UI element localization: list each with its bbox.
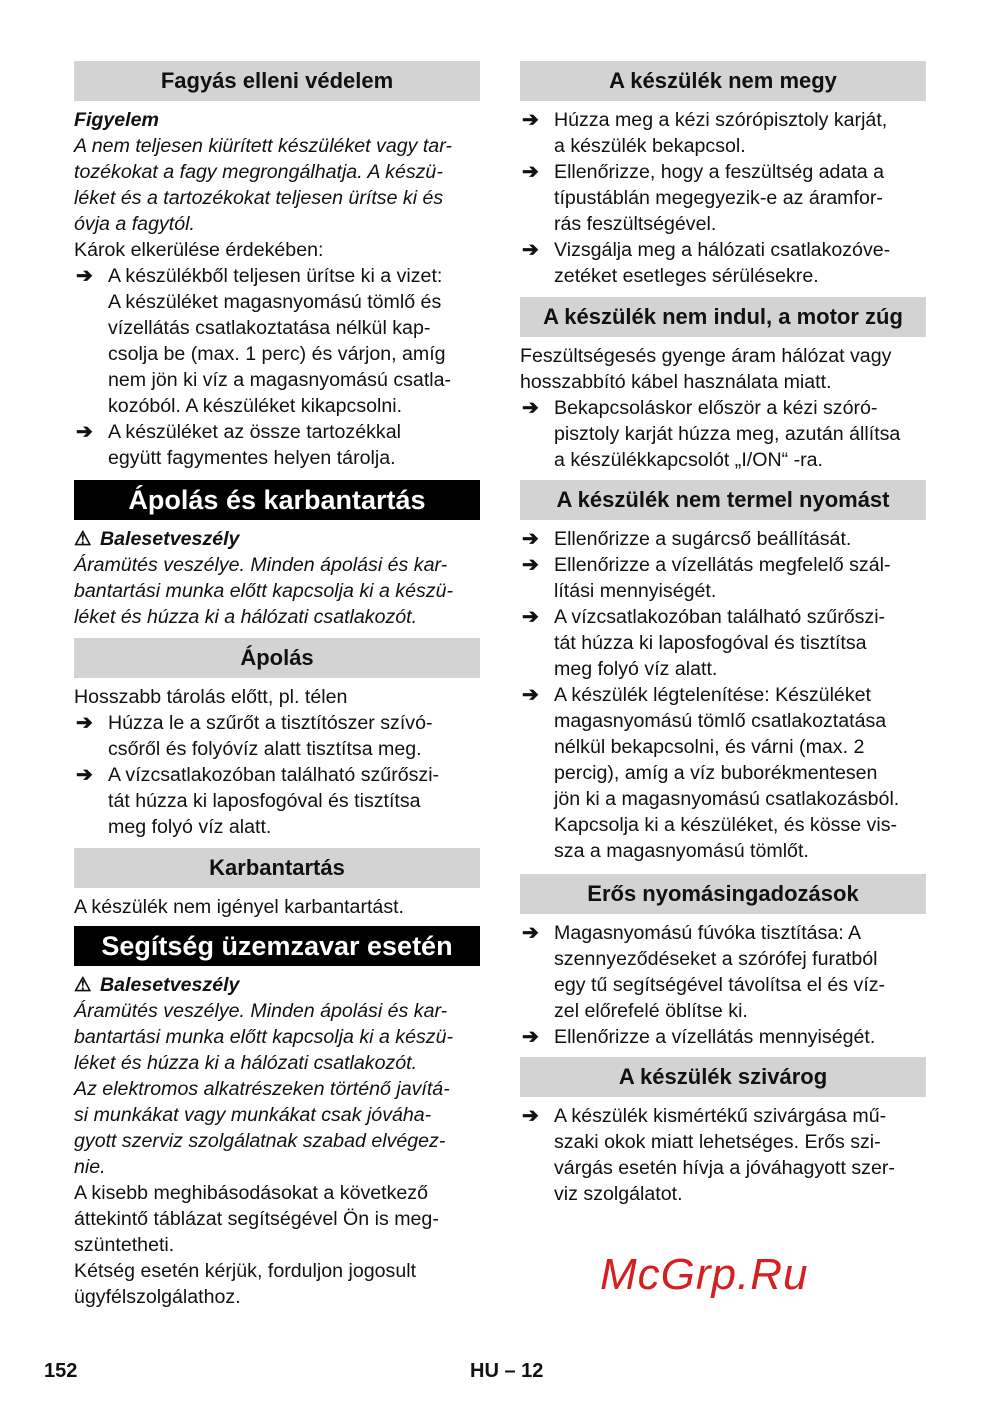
text-line: magasnyomású tömlő csatlakoztatása [554,710,887,732]
text-line: Áramütés veszélye. Minden ápolási és kar- [74,1000,448,1022]
text-line: lítási mennyiségét. [554,580,717,602]
text-line: sza a magasnyomású tömlőt. [554,840,809,862]
paragraph [74,684,480,710]
text-line: Kapcsolja ki a készüléket, és kösse vis- [554,814,898,836]
text-line: A készülék nem igényel karbantartást. [74,896,405,918]
bullet-item [520,552,926,604]
section [520,1057,926,1207]
arrow-icon: ➔ [522,528,539,550]
section-heading: A készülék nem megy [520,61,926,101]
section-heading: A készülék nem indul, a motor zúg [520,297,926,337]
text-line: kozóból. A készüléket kikapcsolni. [108,395,403,417]
text-line: rás feszültségével. [554,213,717,235]
section [520,297,926,473]
section [520,61,926,289]
text-line: A készülék légtelenítése: Készüléket [554,684,871,706]
section [520,480,926,864]
section-heading: Ápolás [74,638,480,678]
bullet-item [520,237,926,289]
text-line: léket és húzza ki a hálózati csatlakozót. [74,606,418,628]
text-line: ügyfélszolgálathoz. [74,1286,241,1308]
paragraph [74,133,480,237]
arrow-icon: ➔ [522,606,539,628]
text-line: együtt fagymentes helyen tárolja. [108,447,396,469]
text-line: A készüléket magasnyomású tömlő és [108,291,442,313]
text-line: A vízcsatlakozóban található szűrőszi- [554,606,886,628]
warning-heading [74,526,480,552]
bullet-item [74,263,480,419]
text-line: szüntetheti. [74,1234,175,1256]
section [74,848,480,920]
text-line: jön ki a magasnyomású csatlakozásból. [554,788,900,810]
arrow-icon: ➔ [76,265,93,287]
text-line: szaki okok miatt lehetséges. Erős szi- [554,1131,881,1153]
paragraph [74,237,480,263]
text-line: a készülék bekapcsol. [554,135,746,157]
text-line: bantartási munka előtt kapcsolja ki a készü- [74,1026,453,1048]
text-line: meg folyó víz alatt. [554,658,718,680]
bullet-item [520,1103,926,1207]
arrow-icon: ➔ [522,1105,539,1127]
section-heading: Erős nyomásingadozások [520,874,926,914]
arrow-icon: ➔ [522,161,539,183]
warning-icon: ⚠ [74,974,92,996]
text-line: zetéket esetleges sérülésekre. [554,265,819,287]
text-line: Feszültségesés gyenge áram hálózat vagy [520,345,892,367]
text-line: Húzza le a szűrőt a tisztítószer szívó- [108,712,433,734]
section-heading: A készülék szivárog [520,1057,926,1097]
text-line: léket és húzza ki a hálózati csatlakozót. [74,1052,418,1074]
arrow-icon: ➔ [522,1026,539,1048]
paragraph [74,552,480,630]
page-number: 152 [44,1360,78,1382]
paragraph [520,343,926,395]
text-line: Bekapcsoláskor először a kézi szóró- [554,397,878,419]
text-line: óvja a fagytól. [74,213,195,235]
arrow-icon: ➔ [76,764,93,786]
text-line: nélkül bekapcsolni, és várni (max. 2 [554,736,865,758]
bullet-item [74,419,480,471]
text-line: tát húzza ki laposfogóval és tisztítsa [108,790,421,812]
arrow-icon: ➔ [522,239,539,261]
warning-label: Balesetveszély [100,974,240,996]
text-line: zel előrefelé öblítse ki. [554,1000,748,1022]
bullet-item [520,682,926,864]
text-line: Hosszabb tárolás előtt, pl. télen [74,686,348,708]
text-line: Vizsgálja meg a hálózati csatlakozóve- [554,239,891,261]
arrow-icon: ➔ [522,684,539,706]
bullet-item [520,1024,926,1050]
bullet-item [520,159,926,237]
text-line: típustáblán megegyezik-e az áramfor- [554,187,883,209]
text-line: gyott szerviz szolgálatnak szabad elvégez- [74,1130,446,1152]
section [520,874,926,1050]
text-line: Károk elkerülése érdekében: [74,239,324,261]
bullet-item [520,107,926,159]
warning-label: Balesetveszély [100,528,240,550]
section-heading: A készülék nem termel nyomást [520,480,926,520]
warning-icon: ⚠ [74,528,92,550]
text-line: si munkákat vagy munkákat csak jóváha- [74,1104,432,1126]
section [74,926,480,1310]
warning-heading [74,972,480,998]
bullet-item [520,604,926,682]
text-line [74,526,480,552]
text-line: nie. [74,1156,106,1178]
bullet-item [520,920,926,1024]
text-line: a készülékkapcsolót „I/ON“ -ra. [554,449,823,471]
arrow-icon: ➔ [76,712,93,734]
arrow-icon: ➔ [76,421,93,443]
text-line: léket és a tartozékokat teljesen ürítse ki és [74,187,444,209]
text-line: Húzza meg a kézi szórópisztoly karját, [554,109,888,131]
bullet-item [520,395,926,473]
paragraph [74,107,480,133]
watermark: McGrp.Ru [600,1250,809,1299]
text-line: A készülék kismértékű szivárgása mű- [554,1105,887,1127]
text-line: A készüléket az össze tartozékkal [108,421,401,443]
text-line: egy tű segítségével távolítsa el és víz- [554,974,886,996]
text-line: csolja be (max. 1 perc) és várjon, amíg [108,343,446,365]
section-page-label: HU – 12 [470,1360,544,1382]
text-line: tozékokat a fagy megrongálhatja. A készü- [74,161,443,183]
text-line: hosszabbító kábel használata miatt. [520,371,832,393]
text-line: csőről és folyóvíz alatt tisztítsa meg. [108,738,422,760]
text-line: Ellenőrizze a vízellátás megfelelő szál- [554,554,891,576]
text-line: pisztoly karját húzza meg, azután állítsa [554,423,901,445]
text-line: bantartási munka előtt kapcsolja ki a készü- [74,580,453,602]
text-line: A vízcsatlakozóban található szűrőszi- [108,764,440,786]
text-line: Ellenőrizze, hogy a feszültség adata a [554,161,885,183]
text-line: Ellenőrizze a sugárcső beállítását. [554,528,852,550]
arrow-icon: ➔ [522,922,539,944]
text-line: tát húzza ki laposfogóval és tisztítsa [554,632,867,654]
text-line: Az elektromos alkatrészeken történő javítá- [74,1078,450,1100]
text-line: Figyelem [74,109,159,131]
paragraph [74,1180,480,1258]
text-line: Ellenőrizze a vízellátás mennyiségét. [554,1026,876,1048]
section [74,480,480,630]
arrow-icon: ➔ [522,397,539,419]
text-line: Kétség esetén kérjük, forduljon jogosult [74,1260,417,1282]
section [74,61,480,471]
text-line: meg folyó víz alatt. [108,816,272,838]
text-line: viz szolgálatot. [554,1183,683,1205]
bullet-item [74,762,480,840]
text-line: szennyeződéseket a szórófej furatból [554,948,878,970]
arrow-icon: ➔ [522,554,539,576]
paragraph [74,998,480,1180]
section-heading: Fagyás elleni védelem [74,61,480,101]
section-heading: Ápolás és karbantartás [74,480,480,520]
text-line: várgás esetén hívja a jóváhagyott szer- [554,1157,895,1179]
text-line: vízellátás csatlakoztatása nélkül kap- [108,317,431,339]
bullet-item [74,710,480,762]
section-heading: Segítség üzemzavar esetén [74,926,480,966]
text-line: A nem teljesen kiürített készüléket vagy tar- [74,135,452,157]
text-line [74,972,480,998]
section [74,638,480,840]
text-line: Magasnyomású fúvóka tisztítása: A [554,922,862,944]
text-line: áttekintő táblázat segítségével Ön is meg- [74,1208,439,1230]
bullet-item [520,526,926,552]
paragraph [74,1258,480,1310]
text-line: A készülékből teljesen ürítse ki a vizet: [108,265,443,287]
text-line: nem jön ki víz a magasnyomású csatla- [108,369,452,391]
text-line: Áramütés veszélye. Minden ápolási és kar- [74,554,448,576]
text-line: A kisebb meghibásodásokat a következő [74,1182,428,1204]
arrow-icon: ➔ [522,109,539,131]
text-line: percig), amíg a víz buborékmentesen [554,762,878,784]
paragraph [74,894,480,920]
section-heading: Karbantartás [74,848,480,888]
